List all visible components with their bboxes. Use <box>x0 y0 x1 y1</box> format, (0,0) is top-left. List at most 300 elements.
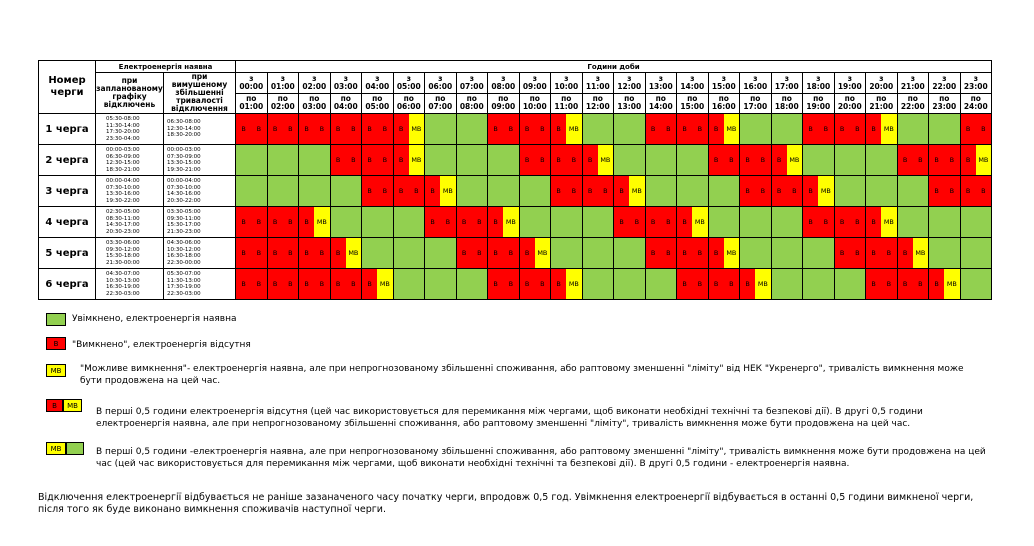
hour-cell <box>897 207 929 238</box>
on-half <box>472 114 487 144</box>
hour-cell <box>740 145 772 176</box>
on-half <box>772 269 787 299</box>
hour-cell <box>897 269 929 300</box>
hour-from-19: з 19:00 <box>834 73 866 94</box>
off-half: В <box>488 238 503 268</box>
on-half <box>835 176 850 206</box>
maybe-off-half: МВ <box>598 145 613 175</box>
on-half <box>835 145 850 175</box>
hours-title-header: Години доби <box>236 61 992 73</box>
hour-cell <box>645 114 677 145</box>
off-half: В <box>503 269 518 299</box>
on-half <box>535 207 550 237</box>
hour-cell <box>267 269 299 300</box>
maybe-off-half: МВ <box>409 114 424 144</box>
legend-red-yellow-swatch-yellow <box>63 399 82 412</box>
hour-cell <box>330 145 362 176</box>
hour-from-6: з 06:00 <box>425 73 457 94</box>
on-half <box>268 145 283 175</box>
hour-cell <box>425 207 457 238</box>
off-half: В <box>425 176 440 206</box>
off-half: В <box>503 114 518 144</box>
queue-label: 3 черга <box>39 176 96 207</box>
planned-intervals: 04:30-07:00 10:30-13:00 16:30-19:00 22:30-03:00 <box>96 269 164 300</box>
forced-intervals: 06:30-08:00 12:30-14:00 18:30-20:00 <box>164 114 236 145</box>
hour-cell <box>362 145 394 176</box>
hour-cell <box>519 238 551 269</box>
on-half <box>898 176 913 206</box>
forced-header: при вимушеному збільшенні тривалості відключення <box>164 73 236 114</box>
hour-cell <box>393 207 425 238</box>
off-half: В <box>677 207 692 237</box>
maybe-off-half: МВ <box>692 207 707 237</box>
on-half <box>961 207 976 237</box>
hour-from-1: з 01:00 <box>267 73 299 94</box>
on-half <box>913 176 928 206</box>
on-half <box>362 238 377 268</box>
hour-cell <box>960 238 992 269</box>
hour-cell <box>645 145 677 176</box>
on-half <box>944 238 959 268</box>
off-half: В <box>346 269 361 299</box>
hour-cell <box>456 238 488 269</box>
forced-intervals: 04:30-06:00 10:30-12:00 16:30-18:00 22:30-00:00 <box>164 238 236 269</box>
off-half: В <box>850 238 865 268</box>
hour-cell <box>645 176 677 207</box>
on-half <box>457 145 472 175</box>
on-half <box>236 145 251 175</box>
hour-cell <box>677 269 709 300</box>
maybe-off-half: МВ <box>346 238 361 268</box>
off-half: В <box>866 207 881 237</box>
on-half <box>850 176 865 206</box>
hour-cell <box>803 238 835 269</box>
queue-row <box>39 114 992 145</box>
hour-to-8: по 09:00 <box>488 93 520 114</box>
off-half: В <box>755 145 770 175</box>
forced-intervals: 00:00-04:00 07:30-10:00 14:30-16:00 20:30-22:00 <box>164 176 236 207</box>
off-half: В <box>314 269 329 299</box>
hour-cell <box>740 176 772 207</box>
off-half: В <box>566 176 581 206</box>
hour-cell <box>771 238 803 269</box>
hour-to-16: по 17:00 <box>740 93 772 114</box>
on-half <box>661 176 676 206</box>
hour-from-23: з 23:00 <box>960 73 992 94</box>
on-half <box>488 176 503 206</box>
off-half: В <box>598 176 613 206</box>
hour-from-17: з 17:00 <box>771 73 803 94</box>
hour-from-0: з 00:00 <box>236 73 268 94</box>
hour-to-2: по 03:00 <box>299 93 331 114</box>
hour-cell <box>362 176 394 207</box>
hour-cell <box>834 207 866 238</box>
hour-from-5: з 05:00 <box>393 73 425 94</box>
queue-label: 2 черга <box>39 145 96 176</box>
off-half: В <box>377 145 392 175</box>
hour-cell <box>519 269 551 300</box>
off-half: В <box>535 145 550 175</box>
maybe-off-half: МВ <box>881 207 896 237</box>
on-half <box>520 207 535 237</box>
hour-cell <box>960 145 992 176</box>
off-half: В <box>661 207 676 237</box>
hour-cell <box>897 145 929 176</box>
hour-from-20: з 20:00 <box>866 73 898 94</box>
off-half: В <box>583 145 598 175</box>
on-half <box>944 207 959 237</box>
on-half <box>283 176 298 206</box>
hour-from-3: з 03:00 <box>330 73 362 94</box>
hour-from-9: з 09:00 <box>519 73 551 94</box>
hour-cell <box>551 114 583 145</box>
hour-cell <box>866 207 898 238</box>
off-half: В <box>976 176 991 206</box>
on-half <box>425 238 440 268</box>
off-half: В <box>283 238 298 268</box>
on-half <box>583 114 598 144</box>
on-half <box>677 145 692 175</box>
on-half <box>551 238 566 268</box>
hour-cell <box>960 207 992 238</box>
hour-from-4: з 04:00 <box>362 73 394 94</box>
off-half: В <box>251 207 266 237</box>
hour-cell <box>551 238 583 269</box>
hour-cell <box>519 114 551 145</box>
on-half <box>409 238 424 268</box>
on-half <box>472 176 487 206</box>
hour-cell <box>740 207 772 238</box>
legend-green-swatch <box>46 313 66 326</box>
off-half: В <box>661 238 676 268</box>
planned-header: при запланованому графіку відключень <box>96 73 164 114</box>
on-half <box>503 145 518 175</box>
hour-cell <box>299 176 331 207</box>
hour-cell <box>362 238 394 269</box>
on-half <box>346 176 361 206</box>
on-half <box>409 207 424 237</box>
off-half: В <box>850 114 865 144</box>
on-half <box>755 114 770 144</box>
hour-to-15: по 16:00 <box>708 93 740 114</box>
on-half <box>661 269 676 299</box>
on-half <box>772 238 787 268</box>
hour-cell <box>614 114 646 145</box>
hour-from-7: з 07:00 <box>456 73 488 94</box>
on-half <box>881 176 896 206</box>
hour-cell <box>362 207 394 238</box>
on-half <box>787 238 802 268</box>
queue-row <box>39 176 992 207</box>
off-half: В <box>362 114 377 144</box>
maybe-off-half: МВ <box>724 114 739 144</box>
off-half: В <box>283 207 298 237</box>
hour-cell <box>708 114 740 145</box>
hour-cell <box>488 238 520 269</box>
hour-to-20: по 21:00 <box>866 93 898 114</box>
hour-from-15: з 15:00 <box>708 73 740 94</box>
hour-cell <box>708 269 740 300</box>
on-half <box>583 207 598 237</box>
on-half <box>709 176 724 206</box>
hour-cell <box>582 269 614 300</box>
off-half: В <box>394 176 409 206</box>
on-half <box>283 145 298 175</box>
off-half: В <box>331 238 346 268</box>
hour-cell <box>897 176 929 207</box>
off-half: В <box>362 176 377 206</box>
on-half <box>425 114 440 144</box>
on-half <box>472 269 487 299</box>
off-half: В <box>488 269 503 299</box>
hour-cell <box>708 207 740 238</box>
on-half <box>299 145 314 175</box>
hour-cell <box>551 176 583 207</box>
off-half: В <box>818 114 833 144</box>
off-half: В <box>740 145 755 175</box>
hour-cell <box>393 238 425 269</box>
hour-from-14: з 14:00 <box>677 73 709 94</box>
off-half: В <box>236 269 251 299</box>
hour-cell <box>330 207 362 238</box>
off-half: В <box>692 269 707 299</box>
on-half <box>314 145 329 175</box>
on-half <box>724 207 739 237</box>
hour-cell <box>803 176 835 207</box>
on-half <box>787 207 802 237</box>
on-half <box>394 207 409 237</box>
hour-cell <box>614 238 646 269</box>
on-half <box>787 114 802 144</box>
off-half: В <box>881 269 896 299</box>
hour-cell <box>425 176 457 207</box>
maybe-off-half: МВ <box>566 269 581 299</box>
hour-cell <box>708 176 740 207</box>
footer-note: Відключення електроенергії відбувається не раніше зазаначеного часу початку черги, впродовж 0,5 год. Увімкнення електроенергії відбувається в останні 0,5 години вимкненої черги, після того як буде виконано вимкнення споживачів наступної черги. <box>38 492 974 515</box>
hour-cell <box>519 207 551 238</box>
off-half: В <box>646 238 661 268</box>
off-half: В <box>755 176 770 206</box>
hour-cell <box>488 145 520 176</box>
off-half: В <box>299 207 314 237</box>
on-half <box>457 114 472 144</box>
hour-cell <box>708 238 740 269</box>
on-half <box>614 269 629 299</box>
hour-cell <box>897 114 929 145</box>
on-half <box>440 114 455 144</box>
off-half: В <box>457 238 472 268</box>
on-half <box>409 269 424 299</box>
hour-from-18: з 18:00 <box>803 73 835 94</box>
legend-red-swatch <box>46 337 66 350</box>
on-half <box>629 238 644 268</box>
on-half <box>803 269 818 299</box>
hour-to-21: по 22:00 <box>897 93 929 114</box>
hour-cell <box>614 145 646 176</box>
hour-cell <box>771 145 803 176</box>
hour-cell <box>330 269 362 300</box>
on-half <box>535 176 550 206</box>
hour-cell <box>267 114 299 145</box>
queue-row <box>39 269 992 300</box>
off-half: В <box>661 114 676 144</box>
maybe-off-half: МВ <box>566 114 581 144</box>
hour-cell <box>614 269 646 300</box>
on-half <box>787 269 802 299</box>
hour-cell <box>582 238 614 269</box>
hour-cell <box>929 176 961 207</box>
off-half: В <box>881 238 896 268</box>
hour-cell <box>393 114 425 145</box>
on-half <box>929 114 944 144</box>
hour-cell <box>803 207 835 238</box>
hour-to-14: по 15:00 <box>677 93 709 114</box>
on-half <box>457 176 472 206</box>
hour-cell <box>456 207 488 238</box>
hour-cell <box>456 176 488 207</box>
legend-yellow-green-code-maybe: МВ <box>50 445 62 453</box>
hour-cell <box>645 269 677 300</box>
hour-to-3: по 04:00 <box>330 93 362 114</box>
off-half: В <box>520 269 535 299</box>
hour-to-6: по 07:00 <box>425 93 457 114</box>
on-half <box>976 207 991 237</box>
on-half <box>457 269 472 299</box>
hour-cell <box>740 238 772 269</box>
hour-cell <box>330 114 362 145</box>
off-half: В <box>898 269 913 299</box>
off-half: В <box>961 176 976 206</box>
off-half: В <box>362 145 377 175</box>
off-half: В <box>898 238 913 268</box>
off-half: В <box>377 114 392 144</box>
on-half <box>646 176 661 206</box>
on-half <box>961 238 976 268</box>
hour-to-23: по 24:00 <box>960 93 992 114</box>
hour-cell <box>425 238 457 269</box>
queue-row <box>39 207 992 238</box>
hour-cell <box>866 238 898 269</box>
on-half <box>913 207 928 237</box>
off-half: В <box>614 207 629 237</box>
hour-cell <box>425 269 457 300</box>
hour-to-17: по 18:00 <box>771 93 803 114</box>
hour-cell <box>803 145 835 176</box>
hour-cell <box>866 269 898 300</box>
hour-cell <box>236 269 268 300</box>
legend-red-text: "Вимкнено", електроенергія відсутня <box>72 340 251 350</box>
off-half: В <box>314 238 329 268</box>
off-half: В <box>236 114 251 144</box>
hour-cell <box>236 238 268 269</box>
hour-cell <box>677 176 709 207</box>
maybe-off-half: МВ <box>913 238 928 268</box>
on-half <box>692 145 707 175</box>
queue-row <box>39 238 992 269</box>
hour-cell <box>299 269 331 300</box>
hour-cell <box>299 145 331 176</box>
off-half: В <box>488 207 503 237</box>
off-half: В <box>299 238 314 268</box>
off-half: В <box>236 238 251 268</box>
hour-cell <box>362 269 394 300</box>
hour-from-12: з 12:00 <box>614 73 646 94</box>
off-half: В <box>692 114 707 144</box>
hour-cell <box>677 145 709 176</box>
on-half <box>755 238 770 268</box>
hour-to-9: по 10:00 <box>519 93 551 114</box>
off-half: В <box>835 207 850 237</box>
hour-cell <box>834 176 866 207</box>
hour-cell <box>771 207 803 238</box>
on-half <box>629 114 644 144</box>
queue-label: 1 черга <box>39 114 96 145</box>
hour-cell <box>834 145 866 176</box>
off-half: В <box>944 145 959 175</box>
off-half: В <box>709 145 724 175</box>
on-half <box>614 114 629 144</box>
hour-cell <box>236 207 268 238</box>
on-half <box>929 238 944 268</box>
off-half: В <box>913 145 928 175</box>
hour-from-16: з 16:00 <box>740 73 772 94</box>
on-half <box>394 269 409 299</box>
off-half: В <box>692 238 707 268</box>
legend-red-yellow-code-maybe: МВ <box>67 402 78 410</box>
hour-to-5: по 06:00 <box>393 93 425 114</box>
queue-label: 4 черга <box>39 207 96 238</box>
legend-yellow-green-swatch-yellow <box>46 442 66 455</box>
off-half: В <box>646 114 661 144</box>
hour-cell <box>299 238 331 269</box>
planned-intervals: 02:30-05:00 08:30-11:00 14:30-17:00 20:30-23:00 <box>96 207 164 238</box>
on-half <box>709 207 724 237</box>
planned-intervals: 00:00-04:00 07:30-10:00 13:30-16:00 19:30-22:00 <box>96 176 164 207</box>
off-half: В <box>394 145 409 175</box>
off-half: В <box>976 114 991 144</box>
off-half: В <box>551 114 566 144</box>
hour-cell <box>929 269 961 300</box>
hour-to-11: по 12:00 <box>582 93 614 114</box>
hour-cell <box>267 238 299 269</box>
maybe-off-half: МВ <box>724 238 739 268</box>
hour-cell <box>771 114 803 145</box>
hour-cell <box>236 114 268 145</box>
on-half <box>598 269 613 299</box>
hour-cell <box>330 238 362 269</box>
on-half <box>818 145 833 175</box>
on-half <box>866 145 881 175</box>
hour-from-21: з 21:00 <box>897 73 929 94</box>
hour-to-0: по 01:00 <box>236 93 268 114</box>
hour-cell <box>834 114 866 145</box>
hour-from-11: з 11:00 <box>582 73 614 94</box>
maybe-off-half: МВ <box>440 176 455 206</box>
on-half <box>646 145 661 175</box>
on-half <box>488 145 503 175</box>
on-half <box>598 238 613 268</box>
on-half <box>614 238 629 268</box>
legend-red-code: В <box>53 340 59 348</box>
on-half <box>583 269 598 299</box>
hour-cell <box>393 145 425 176</box>
hour-cell <box>866 114 898 145</box>
hour-cell <box>267 176 299 207</box>
hour-cell <box>834 269 866 300</box>
on-half <box>944 114 959 144</box>
on-half <box>976 269 991 299</box>
planned-intervals: 00:00-03:00 06:30-09:00 12:30-15:00 18:30-21:00 <box>96 145 164 176</box>
